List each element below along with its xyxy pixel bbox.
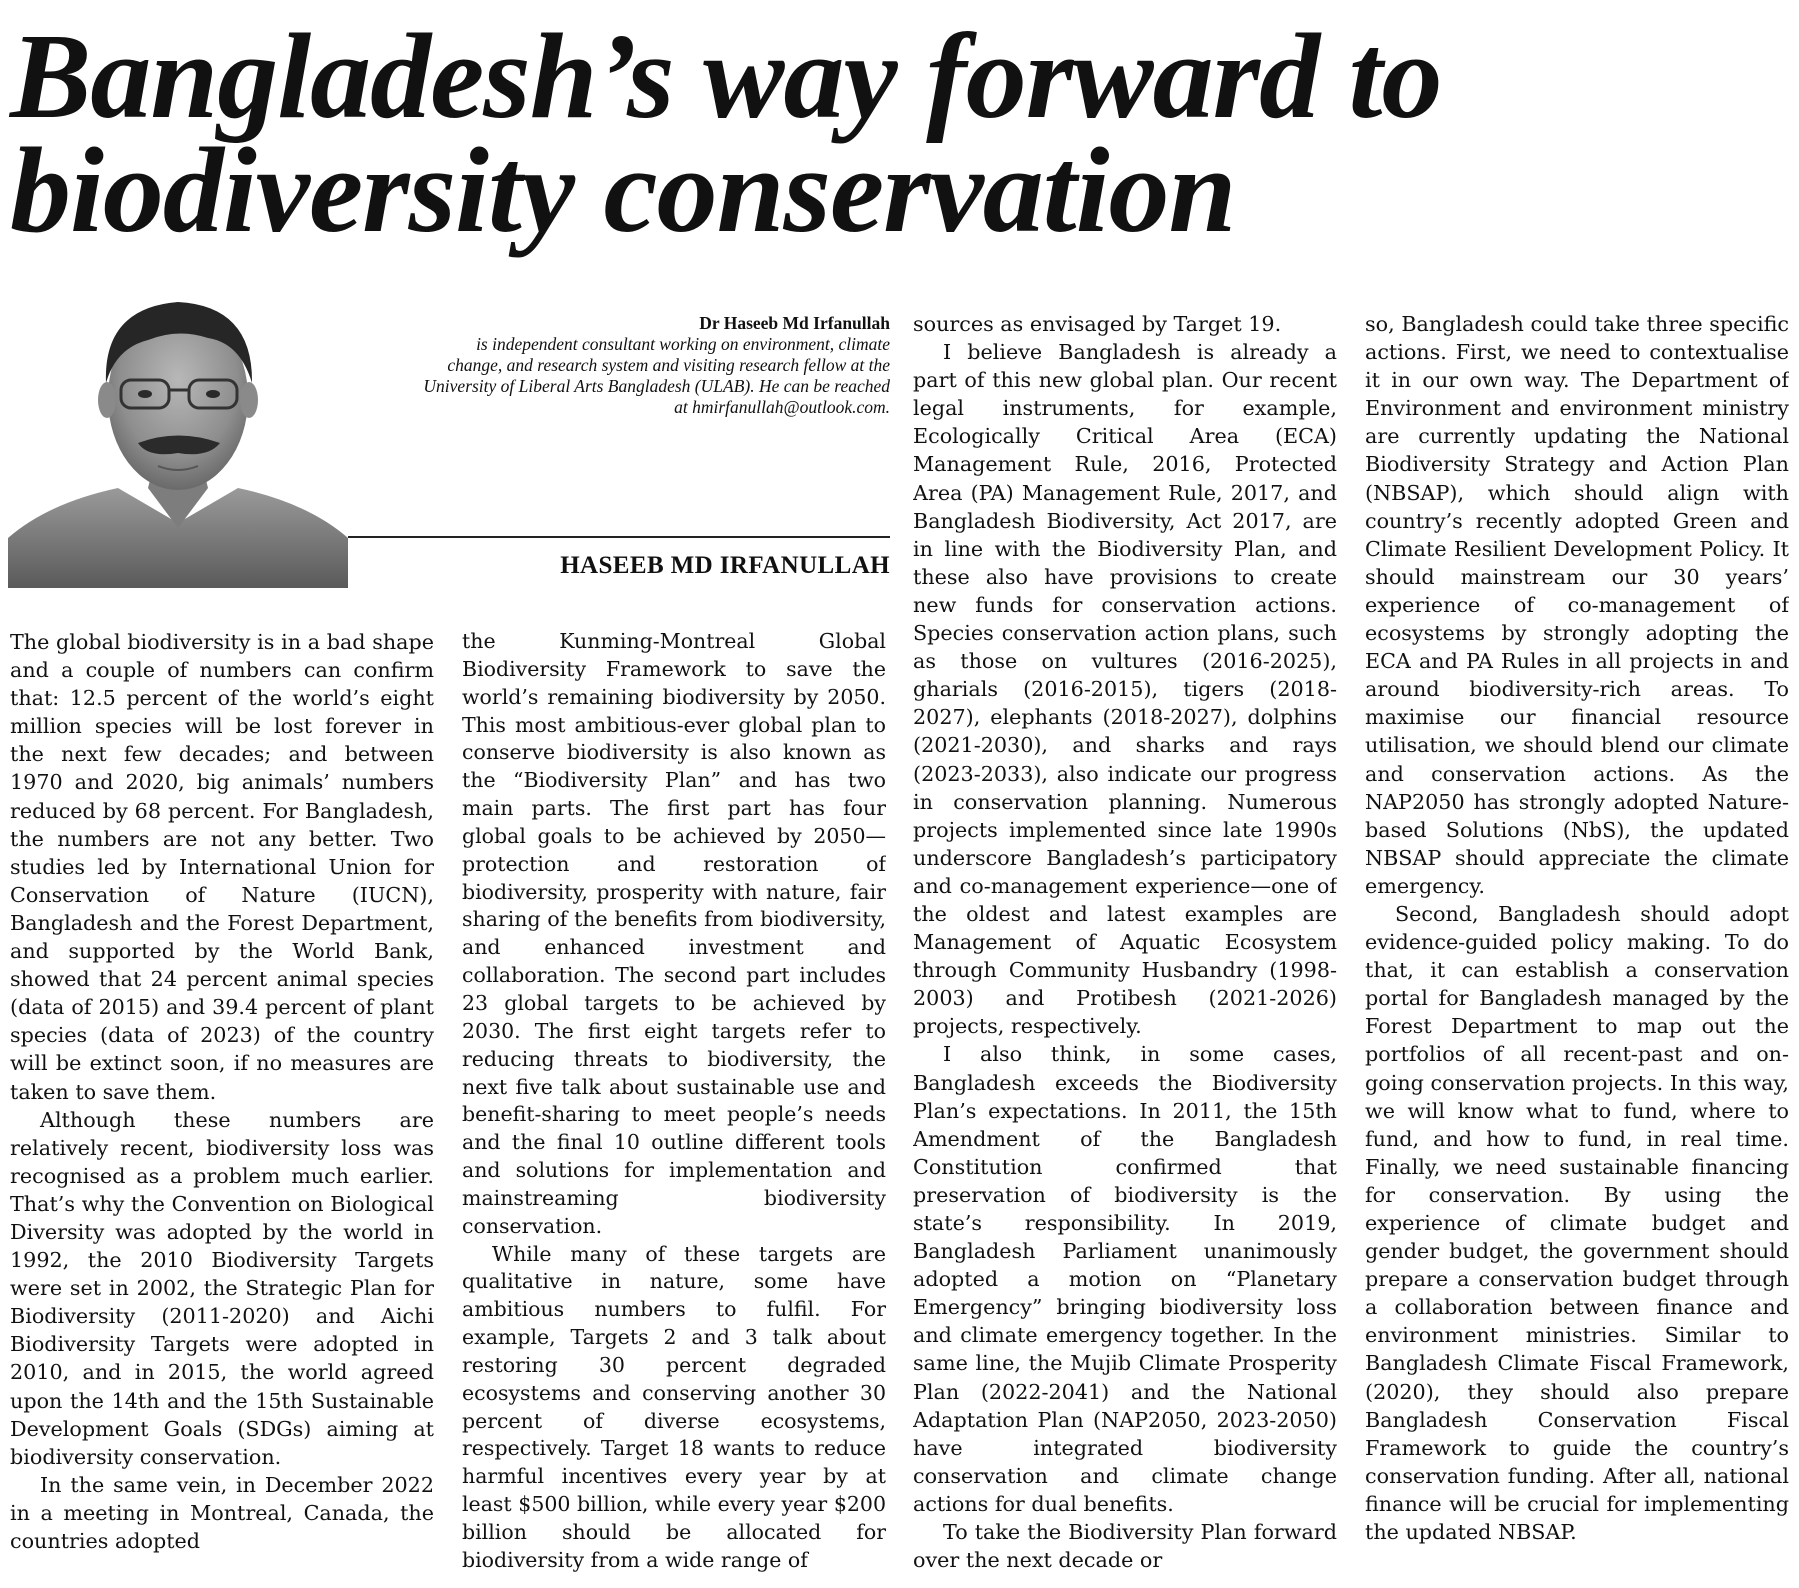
article-paragraph: To take the Biodiversity Plan forward over the next decade or [913, 1520, 1337, 1573]
article-paragraph: so, Bangladesh could take three specific actions. First, we need to contextualise it in our own way. The Department of Environment and environment ministry are currently updating the National Biodiversity Strategy and Action Plan (NBSAP), which should align with country’s recently adopted Green and Climate Resilient Development Policy. It should mainstream our 30 years’ experience of co-management of ecosystems by strongly adopting the ECA and PA Rules in all projects in and around biodiversity-rich areas. To maximise our financial resource utilisation, we should blend our climate and conservation actions. As the NAP2050 has strongly adopted Nature-based Solutions (NbS), the updated NBSAP should appreciate the climate emergency. [1365, 312, 1789, 898]
author-photo [8, 288, 348, 588]
author-bio-name: Dr Haseeb Md Irfanullah [699, 313, 890, 333]
article-column-2 [462, 628, 886, 1580]
headline: Bangladesh’s way forward to biodiversity conservation [10, 9, 1442, 258]
article-column-1 [10, 628, 434, 1580]
article-paragraph: While many of these targets are qualitative in nature, some have ambitious numbers to fulfil. For example, Targets 2 and 3 talk about restoring 30 percent degraded ecosystems and conserving another 30 percent of diverse ecosystems, respectively. Target 18 wants to reduce harmful incentives every year by at least $500 billion, while every year $200 billion should be allocated for biodiversity from a wide range of [462, 1241, 886, 1572]
byline-divider [348, 536, 890, 538]
article-paragraph: I believe Bangladesh is already a part of this new global plan. Our recent legal instruments, for example, Ecologically Critical Area (ECA) Management Rule, 2016, Protected Area (PA) Management Rule, 2017, and Bangladesh Biodiversity, Act 2017, are in line with the Biodiversity Plan, and these also have provisions to create new funds for conservation actions. Species conservation action plans, such as those on vultures (2016-2025), gharials (2016-2015), tigers (2018-2027), elephants (2018-2027), dolphins (2021-2030), and sharks and rays (2023-2033), also indicate our progress in conservation planning. Numerous projects implemented since late 1990s underscore Bangladesh’s participatory and co-management experience—one of the oldest and latest examples are Management of Aquatic Ecosystem through Community Husbandry (1998-2003) and Protibesh (2021-2026) projects, respectively. [913, 340, 1337, 1039]
article-paragraph: Although these numbers are relatively recent, biodiversity loss was recognised as a problem much earlier. That’s why the Convention on Biological Diversity was adopted by the world in 1992, the 2010 Biodiversity Targets were set in 2002, the Strategic Plan for Biodiversity (2011-2020) and Aichi Biodiversity Targets were adopted in 2010, and in 2015, the world agreed upon the 14th and the 15th Sustainable Development Goals (SDGs) aiming at biodiversity conservation. [10, 1107, 434, 1469]
author-bio [420, 313, 890, 418]
article-paragraph: The global biodiversity is in a bad shape and a couple of numbers can confirm that: 12.5 percent of the world’s eight million species will be lost forever in the next few decades; and between 1970 and 2020, big animals’ numbers reduced by 68 percent. For Bangladesh, the numbers are not any better. Two studies led by International Union for Conservation of Nature (IUCN), Bangladesh and the Forest Department, and supported by the World Bank, showed that 24 percent animal species (data of 2015) and 39.4 percent of plant species (data of 2023) of the country will be extinct soon, if no measures are taken to save them. [10, 630, 434, 1104]
article-column-4 [1365, 310, 1789, 1580]
author-bio-description: is independent consultant working on environment, climate change, and research system and visiting research fellow at the University of Liberal Arts Bangladesh (ULAB). He can be reached at hmirfanullah@outlook.com. [423, 334, 890, 417]
article-paragraph: I also think, in some cases, Bangladesh exceeds the Biodiversity Plan’s expectations. In 2011, the 15th Amendment of the Bangladesh Constitution confirmed that preservation of biodiversity is the state’s responsibility. In 2019, Bangladesh Parliament unanimously adopted a motion on “Planetary Emergency” bringing biodiversity loss and climate emergency together. In the same line, the Mujib Climate Prosperity Plan (2022-2041) and the National Adaptation Plan (NAP2050, 2023-2050) have integrated biodiversity conservation and climate change actions for dual benefits. [913, 1042, 1337, 1516]
article-paragraph: Second, Bangladesh should adopt evidence-guided policy making. To do that, it can establish a conservation portal for Bangladesh managed by the Forest Department to map out the portfolios of all recent-past and on-going conservation projects. In this way, we will know what to fund, where to fund, and how to fund, in real time. Finally, we need sustainable financing for conservation. By using the experience of climate budget and gender budget, the government should prepare a conservation budget through a collaboration between finance and environment ministries. Similar to Bangladesh Climate Fiscal Framework, (2020), they should also prepare Bangladesh Conservation Fiscal Framework to guide the country’s conservation funding. After all, national finance will be crucial for implementing the updated NBSAP. [1365, 901, 1789, 1545]
article-paragraph: sources as envisaged by Target 19. [913, 312, 1282, 336]
article-column-3 [913, 310, 1337, 1580]
article-paragraph: In the same vein, in December 2022 in a meeting in Montreal, Canada, the countries adopted [10, 1472, 434, 1553]
article-paragraph: the Kunming-Montreal Global Biodiversity Framework to save the world’s remaining biodiversity by 2050. This most ambitious-ever global plan to conserve biodiversity is also known as the “Biodiversity Plan” and has two main parts. The first part has four global goals to be achieved by 2050—protection and restoration of biodiversity, prosperity with nature, fair sharing of the benefits from biodiversity, and enhanced investment and collaboration. The second part includes 23 global targets to be achieved by 2030. The first eight targets refer to reducing threats to biodiversity, the next five talk about sustainable use and benefit-sharing to meet people’s needs and the final 10 outline different tools and solutions for implementation and mainstreaming biodiversity conservation. [462, 629, 886, 1238]
byline: HASEEB MD IRFANULLAH [560, 552, 890, 579]
